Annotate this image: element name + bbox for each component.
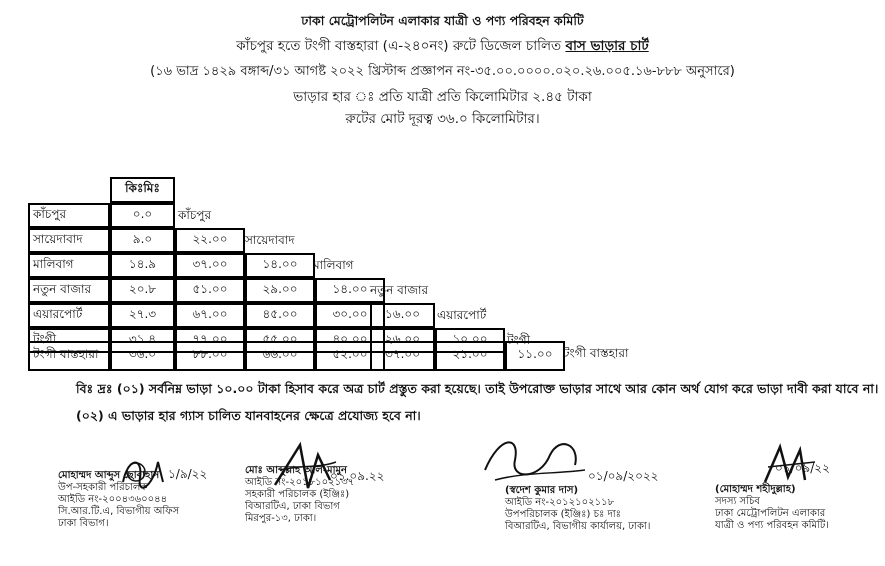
signature-line: বিআরটিএ, ঢাকা বিভাগ (245, 501, 340, 512)
signature-line: উপ-সহকারী পরিচালক (58, 482, 148, 493)
signature-line: সদস্য সচিব (715, 496, 760, 507)
fare-cell: ৬৬.০০ (245, 341, 315, 371)
km-header: কিঃমিঃ (110, 177, 175, 203)
signature-line: আইডি নং-২০১২১০২১১৮ (505, 497, 615, 508)
signature-block (58, 470, 179, 530)
fare-cell: ৫২.০০ (315, 341, 385, 371)
diagonal-stop-label: মালিবাগ (313, 258, 354, 272)
fare-cell: ৩৭.০০ (370, 341, 435, 371)
fare-cell: ৬৭.০০ (175, 303, 245, 328)
fare-cell: ৪০.০০ (315, 328, 385, 353)
km-cell: ০.০ (110, 203, 175, 228)
signature-line: সহকারী পরিচালক (ইঞ্জিঃ) (245, 489, 350, 500)
fare-cell: ৫৫.০০ (245, 328, 315, 353)
fare-rate: ভাড়ার হার ঃ প্রতি যাত্রী প্রতি কিলোমিটার ২.৪৫ টাকা (293, 89, 592, 105)
signature-line: মিরপুর-১৩, ঢাকা। (245, 513, 317, 524)
stop-name-cell: মালিবাগ (28, 253, 110, 278)
stop-name-cell: সায়েদাবাদ (28, 228, 110, 253)
route-prefix: কাঁচপুর হতে টংগী বাস্তহারা (এ-২৪০নং) রুটে ডিজেল চালিত (236, 38, 566, 54)
diagonal-stop-label: নতুন বাজার (370, 283, 429, 297)
committee-title: ঢাকা মেট্রোপলিটন এলাকার যাত্রী ও পণ্য পরিবহন কমিটি (301, 13, 584, 28)
fare-cell: ৫১.০০ (175, 278, 245, 303)
signature-line: ঢাকা মেট্রোপলিটন এলাকার (715, 508, 826, 519)
chart-title: বাস ভাড়ার চার্ট (565, 38, 649, 54)
fare-cell: ৮৮.০০ (175, 341, 245, 371)
diagonal-stop-label: এয়ারপোর্ট (437, 308, 487, 322)
signature-line: (মোহাম্মদ শহীদুল্লাহ) (715, 484, 796, 495)
fare-cell: ৩৭.০০ (175, 253, 245, 278)
signature-date: ০১.০৯.২২ (330, 469, 385, 483)
total-distance: রুটের মোট দূরত্ব ৩৬.০ কিলোমিটার। (345, 111, 540, 127)
route-title (0, 35, 885, 58)
signature-line: সি.আর.টি.এ, বিভাগীয় অফিস (58, 506, 180, 517)
signature-line: যাত্রী ও পণ্য পরিবহন কমিটি। (715, 520, 829, 531)
fare-cell: ৩০.০০ (315, 303, 385, 328)
note-1: বিঃ দ্রঃ (০১) সর্বনিম্ন ভাড়া ১০.০০ টাকা হিসাব করে অত্র চার্ট প্রস্তুত করা হয়েছে। তাই উপরোক্ত ভাড়ার সাথে আর কোন অর্থ যোগ করে ভাড়া দাবী করা যাবে না। (76, 381, 879, 396)
fare-cell: ১১.০০ (505, 341, 565, 371)
fare-cell: ৭৭.০০ (175, 328, 245, 353)
note-2: (০২) এ ভাড়ার হার গ্যাস চালিত যানবাহনের ক্ষেত্রে প্রযোজ্য হবে না। (76, 408, 421, 423)
diagonal-stop-label: কাঁচপুর (178, 208, 212, 222)
stop-name-cell: টংগী বাস্তহারা (28, 341, 110, 371)
km-cell: ১৪.৯ (110, 253, 175, 278)
fare-cell: ১৪.০০ (245, 253, 315, 278)
fare-cell: ১৪.০০ (315, 278, 385, 303)
km-cell: ২০.৮ (110, 278, 175, 303)
km-cell: ৯.০ (110, 228, 175, 253)
signature-3-mark (480, 430, 590, 490)
fare-cell: ২৬.০০ (370, 328, 435, 353)
diagonal-stop-label: সায়েদাবাদ (245, 233, 295, 247)
stop-name-cell: টংগী (28, 328, 110, 353)
diagonal-stop-label: টংগী বাস্তহারা (563, 346, 629, 360)
fare-cell: ৪৫.০০ (245, 303, 315, 328)
signature-line: (স্বদেশ কুমার দাস) (505, 485, 579, 496)
signature-date: ০১/০৯/২০২২ (588, 469, 659, 483)
fare-cell: ২১.০০ (435, 341, 505, 371)
fare-cell: ১৬.০০ (370, 303, 435, 328)
notification-reference: (১৬ ভাদ্র ১৪২৯ বঙ্গাব্দ/৩১ আগষ্ট ২০২২ খ্রিস্টাব্দ প্রজ্ঞাপন নং-৩৫.০০.০০০০.০২০.২৬.০০৫.১৬-৮৮৮ অনুসারে) (150, 64, 735, 79)
fare-cell: ১০.০০ (435, 328, 505, 353)
signature-line: মোঃ আব্দুল্লাহ আল-মামুন (245, 465, 347, 476)
signature-date: ১/৯/২২ (168, 467, 208, 481)
diagonal-stop-label: টংগী (507, 333, 531, 347)
km-cell: ২৭.৩ (110, 303, 175, 328)
fare-cell: ২২.০০ (175, 228, 245, 253)
signature-block (505, 485, 650, 533)
stop-name-cell: এয়ারপোর্ট (28, 303, 110, 328)
stop-name-cell: নতুন বাজার (28, 278, 110, 303)
signature-block (715, 484, 829, 532)
stop-name-cell: কাঁচপুর (28, 203, 110, 228)
signature-line: উপপরিচালক (ইঞ্জিঃ) চঃ দাঃ (505, 509, 621, 520)
fare-cell: ২৯.০০ (245, 278, 315, 303)
signature-line: আইডি নং-২০০৪৩৬০০৪৪ (58, 494, 168, 505)
signature-line: আইডি নং-২০১৮১০২১৩৭ (245, 477, 355, 488)
signature-line: ঢাকা বিভাগ। (58, 518, 109, 529)
km-cell: ৩৬.০ (110, 341, 175, 371)
km-cell: ৩১.৪ (110, 328, 175, 353)
signature-line: বিআরটিএ, বিভাগীয় কার্যালয়, ঢাকা। (505, 521, 651, 532)
signature-date: ০১/০৯/২২ (775, 461, 830, 475)
signature-line: মোহাম্মদ আব্দুস ছোবাহান (58, 470, 160, 481)
